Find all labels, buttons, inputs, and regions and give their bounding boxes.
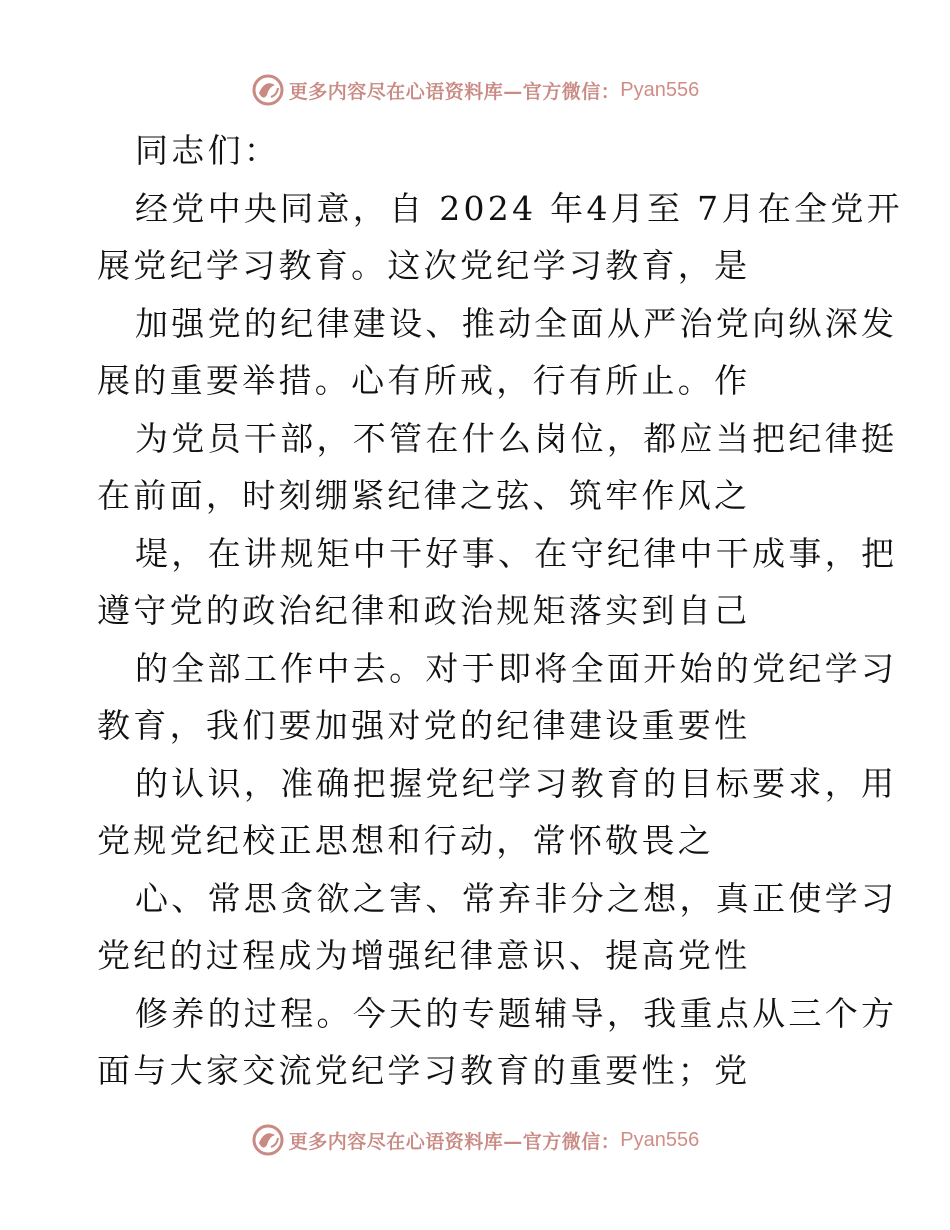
text-line: 心、常思贪欲之害、常弃非分之想，真正使学习 [135, 878, 898, 918]
watermark-wechat-id: Pyan556 [620, 78, 700, 101]
text-line: 党规党纪校正思想和行动，常怀敬畏之 [97, 821, 715, 860]
text-line: 的认识，准确把握党纪学习教育的目标要求，用 [135, 763, 898, 803]
swirl-logo-icon [251, 1123, 285, 1157]
watermark-text: 更多内容尽在心语资料库—官方微信： [288, 80, 621, 103]
document-body [97, 122, 903, 1100]
footer-watermark [0, 1122, 950, 1158]
text-line: 展的重要举措。心有所戒，行有所止。作 [97, 361, 751, 400]
watermark-wechat-id: Pyan556 [620, 1128, 700, 1151]
text-line: 教育，我们要加强对党的纪律建设重要性 [97, 706, 751, 745]
text-line: 展党纪学习教育。这次党纪学习教育，是 [97, 246, 751, 285]
header-watermark [0, 72, 950, 108]
watermark-text: 更多内容尽在心语资料库—官方微信： [288, 1130, 621, 1153]
swirl-logo-icon [251, 73, 285, 107]
text-line: 堤，在讲规矩中干好事、在守纪律中干成事，把 [135, 533, 898, 573]
text-line: 党纪的过程成为增强纪律意识、提高党性 [97, 936, 751, 975]
text-line: 的全部工作中去。对于即将全面开始的党纪学习 [135, 648, 898, 688]
text-line: 修养的过程。今天的专题辅导，我重点从三个方 [135, 993, 898, 1033]
text-line: 遵守党的政治纪律和政治规矩落实到自己 [97, 591, 751, 630]
text-line: 经党中央同意，自 2024 年4月至 7月在全党开 [135, 188, 903, 228]
text-line: 为党员干部，不管在什么岗位，都应当把纪律挺 [135, 418, 898, 458]
text-line: 在前面，时刻绷紧纪律之弦、筑牢作风之 [97, 476, 751, 515]
text-line: 加强党的纪律建设、推动全面从严治党向纵深发 [135, 303, 898, 343]
text-line: 面与大家交流党纪学习教育的重要性；党 [97, 1051, 751, 1090]
text-line: 同志们： [135, 131, 281, 170]
